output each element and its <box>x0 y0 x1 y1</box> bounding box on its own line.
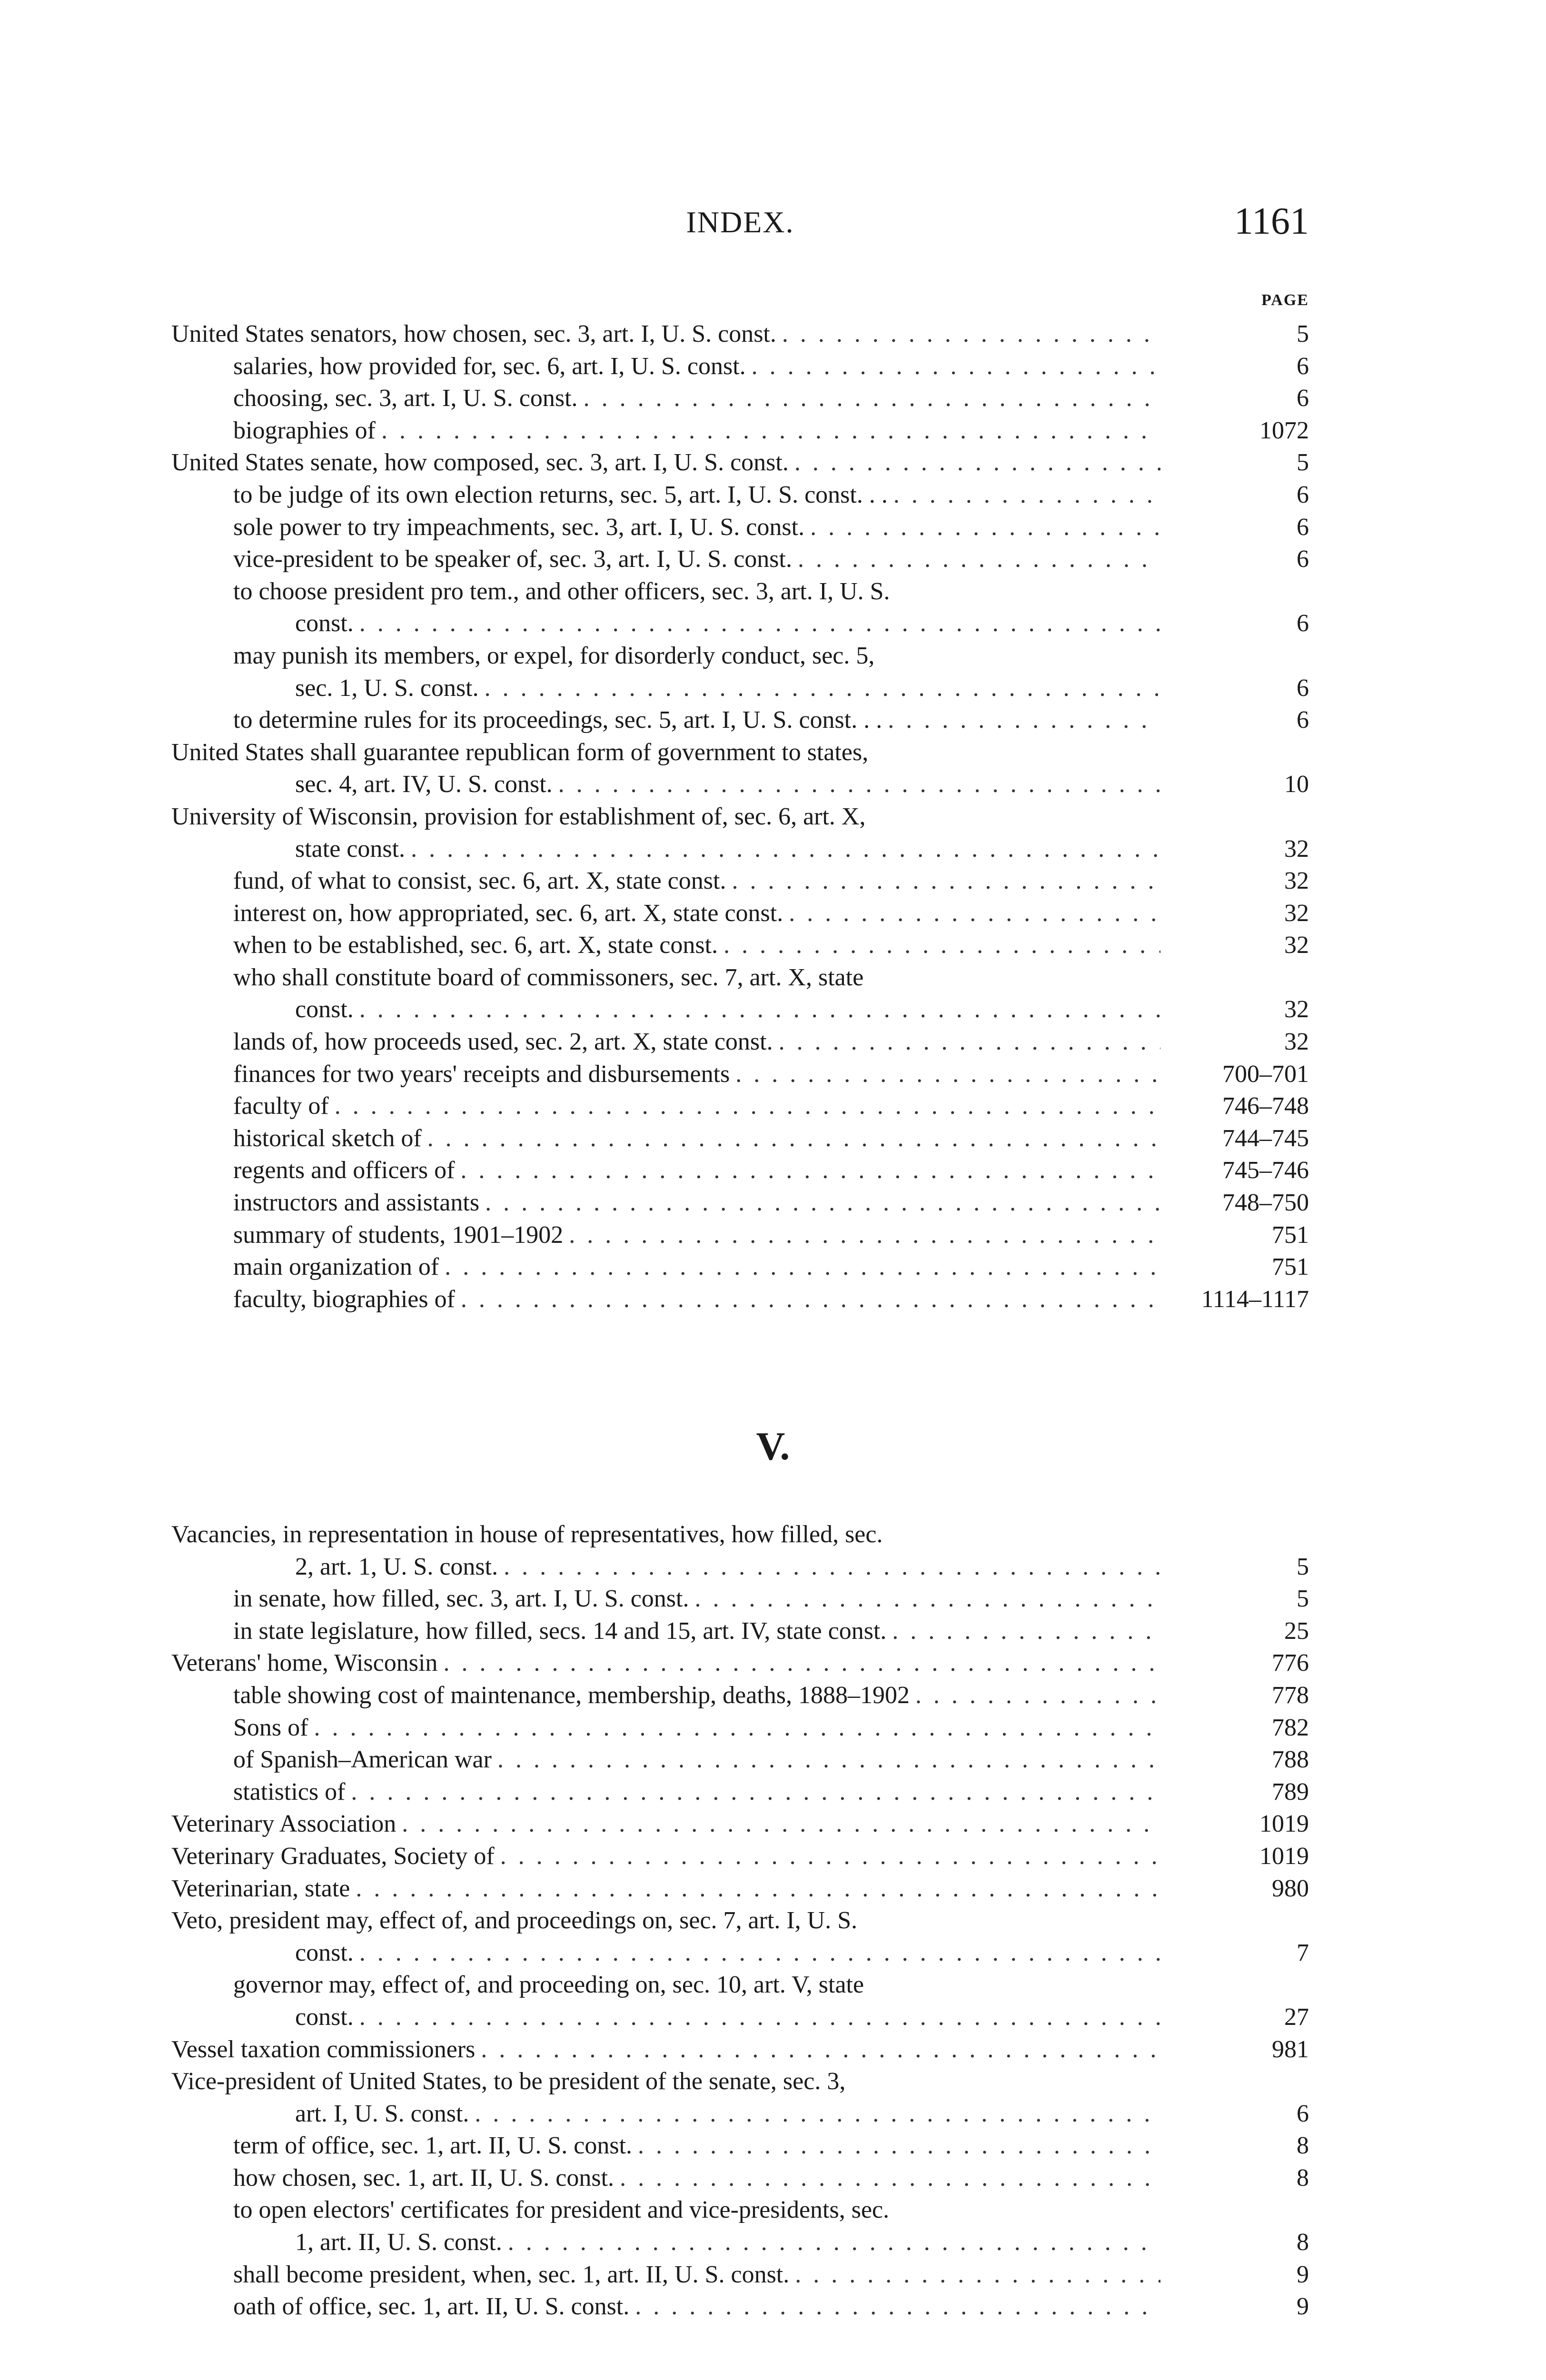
dot-leader <box>497 1744 1160 1776</box>
entry-page-number: 5 <box>1297 449 1309 476</box>
entry-page-number: 745–746 <box>1222 1157 1309 1184</box>
entry-text: const. <box>295 1939 354 1966</box>
index-entry <box>171 2194 1309 2226</box>
entry-page-number: 27 <box>1284 2003 1309 2031</box>
dot-leader <box>798 543 1160 575</box>
entry-page-number: 789 <box>1272 1778 1309 1805</box>
index-entry <box>171 1154 1309 1187</box>
dot-leader <box>351 1776 1160 1808</box>
entry-text: table showing cost of maintenance, membership, deaths, 1888–1902 <box>233 1681 910 1709</box>
entry-text: regents and officers of <box>233 1157 455 1184</box>
index-entry <box>171 736 1309 769</box>
index-entry <box>171 1712 1309 1744</box>
dot-leader <box>445 1251 1160 1283</box>
index-entry <box>171 2130 1309 2162</box>
index-entry-continuation <box>171 768 1309 801</box>
index-entry <box>171 640 1309 672</box>
entry-text: Sons of <box>233 1714 308 1741</box>
index-entry-continuation <box>171 607 1309 640</box>
entry-text: when to be established, sec. 6, art. X, state const. <box>233 932 718 959</box>
entry-text: governor may, effect of, and proceeding on, sec. 10, art. V, state <box>233 1971 864 1999</box>
entry-text: vice-president to be speaker of, sec. 3, art. I, U. S. const. <box>233 545 792 573</box>
entry-page-number: 980 <box>1272 1874 1309 1902</box>
entry-text: Veto, president may, effect of, and proceedings on, sec. 7, art. I, U. S. <box>171 1907 858 1934</box>
index-entry <box>171 2291 1309 2323</box>
dot-leader <box>638 2130 1160 2162</box>
index-entry <box>171 1679 1309 1712</box>
dot-leader <box>888 704 1160 736</box>
entry-text: state const. <box>295 835 406 863</box>
entry-text: United States senate, how composed, sec. 3, art. I, U. S. const. <box>171 449 789 476</box>
entry-page-number: 32 <box>1284 1028 1309 1056</box>
index-entry-continuation <box>171 672 1309 704</box>
entry-text: oath of office, sec. 1, art. II, U. S. const. <box>233 2293 630 2320</box>
dot-leader <box>500 1840 1160 1873</box>
dot-leader <box>359 607 1160 640</box>
entry-text: in senate, how filled, sec. 3, art. I, U. S. const. <box>233 1585 689 1613</box>
index-entry <box>171 543 1309 575</box>
entry-page-number: 776 <box>1272 1649 1309 1677</box>
index-entry <box>171 1840 1309 1873</box>
index-entry <box>171 1122 1309 1155</box>
index-entry <box>171 1090 1309 1122</box>
entry-text: to be judge of its own election returns, sec. 5, art. I, U. S. const. . . <box>233 481 888 508</box>
entry-text: sec. 1, U. S. const. <box>295 674 479 702</box>
dot-leader <box>782 318 1160 350</box>
index-entry <box>171 479 1309 511</box>
page-column-label: PAGE <box>1261 291 1309 309</box>
index-entry-continuation <box>171 2098 1309 2130</box>
index-entry <box>171 1615 1309 1647</box>
entry-text: sec. 4, art. IV, U. S. const. <box>295 771 553 798</box>
dot-leader <box>892 1615 1160 1647</box>
dot-leader <box>789 897 1160 930</box>
entry-page-number: 5 <box>1297 320 1309 347</box>
index-entry <box>171 2065 1309 2098</box>
entry-page-number: 32 <box>1284 932 1309 959</box>
entry-page-number: 751 <box>1272 1253 1309 1281</box>
dot-leader <box>427 1122 1160 1155</box>
entry-text: how chosen, sec. 1, art. II, U. S. const. <box>233 2164 614 2192</box>
index-entry <box>171 704 1309 736</box>
entry-text: const. <box>295 610 354 637</box>
dot-leader <box>504 1551 1160 1583</box>
dot-leader <box>485 672 1160 704</box>
entry-text: Veterinarian, state <box>171 1874 350 1902</box>
index-section-u <box>171 318 1309 1315</box>
index-entry <box>171 1969 1309 2001</box>
dot-leader <box>584 382 1160 415</box>
entry-text: statistics of <box>233 1778 346 1805</box>
entry-page-number: 32 <box>1284 867 1309 895</box>
entry-text: Vacancies, in representation in house of representatives, how filled, sec. <box>171 1521 883 1548</box>
entry-page-number: 1114–1117 <box>1201 1285 1309 1313</box>
entry-page-number: 6 <box>1297 2100 1309 2127</box>
dot-leader <box>694 1583 1160 1615</box>
entry-page-number: 6 <box>1297 545 1309 573</box>
entry-page-number: 8 <box>1297 2132 1309 2160</box>
index-entry <box>171 1187 1309 1219</box>
entry-text: fund, of what to consist, sec. 6, art. X, state const. <box>233 867 726 895</box>
dot-leader <box>569 1219 1160 1251</box>
dot-leader <box>402 1808 1160 1840</box>
index-entry <box>171 1776 1309 1808</box>
entry-text: const. <box>295 996 354 1023</box>
index-entry-continuation <box>171 2226 1309 2259</box>
entry-page-number: 25 <box>1284 1617 1309 1645</box>
index-entry <box>171 2162 1309 2194</box>
dot-leader <box>794 446 1160 479</box>
dot-leader <box>381 415 1160 447</box>
index-entry <box>171 1518 1309 1551</box>
dot-leader <box>779 1026 1160 1058</box>
index-entry <box>171 929 1309 962</box>
index-entry <box>171 1904 1309 1937</box>
entry-text: 1, art. II, U. S. const. <box>295 2229 502 2256</box>
dot-leader <box>620 2162 1160 2194</box>
entry-text: finances for two years' receipts and disbursements <box>233 1060 730 1088</box>
index-entry <box>171 897 1309 930</box>
dot-leader <box>359 2001 1160 2033</box>
index-entry <box>171 1744 1309 1776</box>
dot-leader <box>893 479 1160 511</box>
entry-text: main organization of <box>233 1253 439 1281</box>
entry-page-number: 1019 <box>1259 1842 1309 1870</box>
entry-text: United States senators, how chosen, sec. 3, art. I, U. S. const. <box>171 320 776 347</box>
dot-leader <box>635 2291 1160 2323</box>
entry-page-number: 1072 <box>1259 416 1309 444</box>
entry-text: Veterans' home, Wisconsin <box>171 1649 438 1677</box>
index-entry <box>171 415 1309 447</box>
index-entry <box>171 511 1309 544</box>
entry-page-number: 6 <box>1297 385 1309 412</box>
dot-leader <box>915 1679 1160 1712</box>
entry-page-number: 8 <box>1297 2229 1309 2256</box>
dot-leader <box>723 929 1160 962</box>
index-entry <box>171 1058 1309 1091</box>
entry-text: term of office, sec. 1, art. II, U. S. const. <box>233 2132 633 2160</box>
index-entry <box>171 350 1309 383</box>
index-entry-continuation <box>171 2001 1309 2033</box>
index-entry <box>171 1808 1309 1840</box>
entry-page-number: 9 <box>1297 2293 1309 2320</box>
entry-page-number: 782 <box>1272 1714 1309 1741</box>
dot-leader <box>752 350 1160 383</box>
index-entry-continuation <box>171 1551 1309 1583</box>
entry-text: shall become president, when, sec. 1, art. II, U. S. const. <box>233 2261 790 2288</box>
entry-page-number: 5 <box>1297 1553 1309 1580</box>
entry-text: 2, art. 1, U. S. const. <box>295 1553 498 1580</box>
entry-text: Veterinary Association <box>171 1810 396 1838</box>
entry-page-number: 6 <box>1297 674 1309 702</box>
dot-leader <box>460 1154 1160 1187</box>
page-number: 1161 <box>1234 200 1309 242</box>
entry-text: Vice-president of United States, to be president of the senate, sec. 3, <box>171 2068 846 2095</box>
index-entry <box>171 1647 1309 1679</box>
entry-page-number: 32 <box>1284 835 1309 863</box>
entry-text: choosing, sec. 3, art. I, U. S. const. <box>233 385 578 412</box>
index-entry <box>171 1251 1309 1283</box>
index-entry-continuation <box>171 993 1309 1026</box>
dot-leader <box>795 2259 1160 2291</box>
dot-leader <box>335 1090 1160 1122</box>
entry-page-number: 6 <box>1297 513 1309 541</box>
running-title: INDEX. <box>686 205 794 239</box>
dot-leader <box>461 1283 1160 1316</box>
entry-text: of Spanish–American war <box>233 1746 492 1774</box>
entry-page-number: 744–745 <box>1222 1124 1309 1152</box>
entry-page-number: 9 <box>1297 2261 1309 2288</box>
entry-text: University of Wisconsin, provision for establishment of, sec. 6, art. X, <box>171 803 866 830</box>
entry-text: Veterinary Graduates, Society of <box>171 1842 495 1870</box>
dot-leader <box>314 1712 1160 1744</box>
dot-leader <box>443 1647 1160 1679</box>
entry-text: faculty, biographies of <box>233 1285 455 1313</box>
dot-leader <box>359 1937 1160 1969</box>
entry-page-number: 6 <box>1297 706 1309 734</box>
index-entry <box>171 801 1309 833</box>
entry-text: instructors and assistants <box>233 1189 480 1217</box>
entry-page-number: 10 <box>1284 771 1309 798</box>
entry-page-number: 32 <box>1284 899 1309 927</box>
running-head <box>171 200 1309 243</box>
entry-text: to choose president pro tem., and other officers, sec. 3, art. I, U. S. <box>233 577 890 605</box>
dot-leader <box>558 768 1160 801</box>
entry-text: biographies of <box>233 416 376 444</box>
entry-text: faculty of <box>233 1092 329 1120</box>
entry-page-number: 6 <box>1297 481 1309 508</box>
entry-text: art. I, U. S. const. <box>295 2100 469 2127</box>
entry-text: who shall constitute board of commissoners, sec. 7, art. X, state <box>233 963 864 991</box>
index-section-v <box>171 1518 1309 2323</box>
entry-text: lands of, how proceeds used, sec. 2, art. X, state const. <box>233 1028 773 1056</box>
dot-leader <box>411 833 1160 865</box>
entry-text: sole power to try impeachments, sec. 3, art. I, U. S. const. <box>233 513 805 541</box>
index-entry <box>171 1026 1309 1058</box>
entry-page-number: 1019 <box>1259 1810 1309 1838</box>
index-entry <box>171 1283 1309 1316</box>
entry-page-number: 981 <box>1272 2035 1309 2063</box>
index-entry <box>171 318 1309 350</box>
entry-text: to determine rules for its proceedings, sec. 5, art. I, U. S. const. . . <box>233 706 882 734</box>
entry-text: to open electors' certificates for president and vice-presidents, sec. <box>233 2196 890 2224</box>
entry-page-number: 32 <box>1284 996 1309 1023</box>
index-entry <box>171 1219 1309 1251</box>
dot-leader <box>475 2098 1160 2130</box>
index-entry <box>171 446 1309 479</box>
entry-text: in state legislature, how filled, secs. 14 and 15, art. IV, state const. <box>233 1617 887 1645</box>
entry-text: may punish its members, or expel, for disorderly conduct, sec. 5, <box>233 642 875 669</box>
dot-leader <box>508 2226 1160 2259</box>
entry-page-number: 700–701 <box>1222 1060 1309 1088</box>
index-entry <box>171 575 1309 608</box>
entry-text: salaries, how provided for, sec. 6, art. I, U. S. const. <box>233 352 746 380</box>
index-entry <box>171 865 1309 897</box>
index-entry <box>171 1873 1309 1905</box>
index-entry <box>171 382 1309 415</box>
index-entry-continuation <box>171 833 1309 865</box>
entry-page-number: 788 <box>1272 1746 1309 1774</box>
dot-leader <box>359 993 1160 1026</box>
entry-text: historical sketch of <box>233 1124 422 1152</box>
entry-page-number: 6 <box>1297 352 1309 380</box>
index-entry <box>171 1583 1309 1615</box>
entry-text: interest on, how appropriated, sec. 6, art. X, state const. <box>233 899 783 927</box>
dot-leader <box>732 865 1160 897</box>
entry-page-number: 746–748 <box>1222 1092 1309 1120</box>
entry-text: const. <box>295 2003 354 2031</box>
index-entry <box>171 2259 1309 2291</box>
dot-leader <box>481 2033 1160 2066</box>
dot-leader <box>485 1187 1160 1219</box>
dot-leader <box>735 1058 1160 1091</box>
entry-text: Vessel taxation commissioners <box>171 2035 476 2063</box>
entry-page-number: 7 <box>1297 1939 1309 1966</box>
entry-page-number: 748–750 <box>1222 1189 1309 1217</box>
index-entry <box>171 962 1309 994</box>
index-entry-continuation <box>171 1937 1309 1969</box>
dot-leader <box>810 511 1160 544</box>
entry-page-number: 778 <box>1272 1681 1309 1709</box>
entry-page-number: 8 <box>1297 2164 1309 2192</box>
index-entry <box>171 2033 1309 2066</box>
dot-leader <box>356 1873 1160 1905</box>
entry-page-number: 5 <box>1297 1585 1309 1613</box>
entry-page-number: 6 <box>1297 610 1309 637</box>
entry-page-number: 751 <box>1272 1221 1309 1249</box>
entry-text: summary of students, 1901–1902 <box>233 1221 564 1249</box>
section-letter-v: V. <box>756 1424 790 1468</box>
entry-text: United States shall guarantee republican form of government to states, <box>171 738 869 766</box>
